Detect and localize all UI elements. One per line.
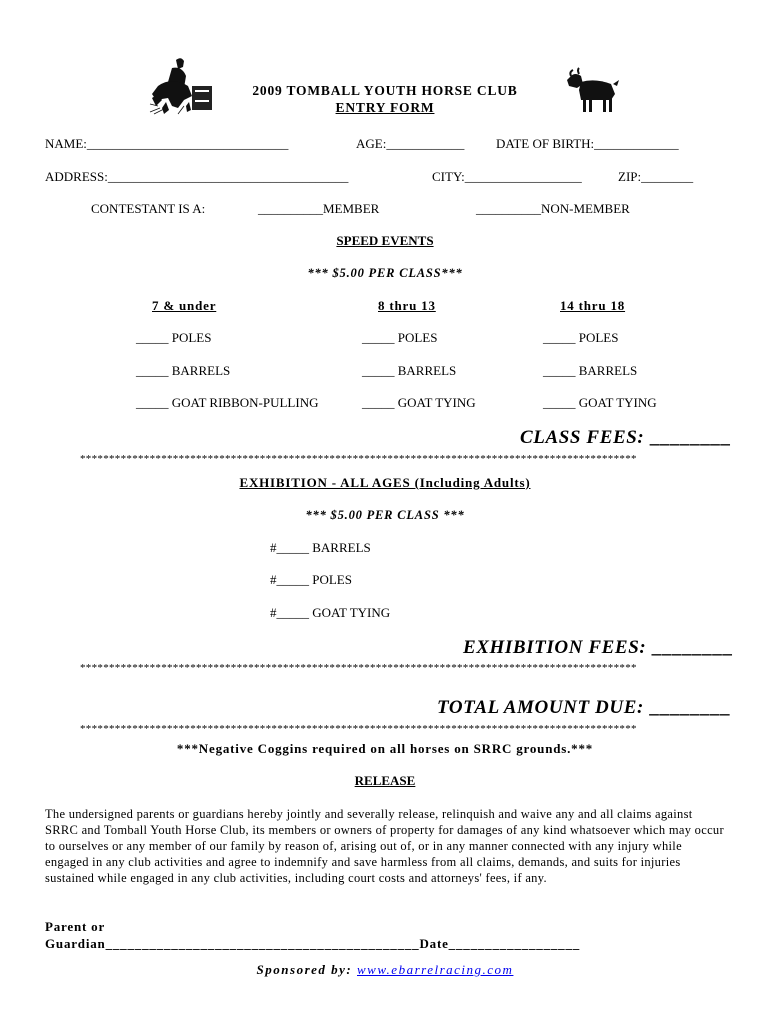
release-title: RELEASE <box>354 773 416 788</box>
event-8-barrels[interactable]: _____ BARRELS <box>362 363 457 378</box>
form-subtitle: ENTRY FORM <box>335 100 435 115</box>
sponsor-label: Sponsored by: <box>256 962 353 977</box>
exhibition-fees-blank[interactable]: ________ <box>646 637 733 658</box>
exhibition-goat-tying[interactable]: #_____ GOAT TYING <box>270 605 391 620</box>
event-14-goat-tying[interactable]: _____ GOAT TYING <box>543 395 657 410</box>
separator-3: ************************************************************************************************ <box>80 723 637 735</box>
parent-guardian-label: Parent or <box>45 919 106 934</box>
column-header-8-13: 8 thru 13 <box>378 298 436 313</box>
speed-price: *** $5.00 PER CLASS*** <box>307 266 463 280</box>
exhibition-barrels[interactable]: #_____ BARRELS <box>270 540 371 555</box>
total-label: TOTAL AMOUNT DUE: <box>437 697 644 718</box>
event-7-barrels[interactable]: _____ BARRELS <box>136 363 231 378</box>
speed-events-title: SPEED EVENTS <box>336 233 434 248</box>
release-text: The undersigned parents or guardians hereby jointly and severally release, relinquish and waive any and all claims against SRRC and Tomball Youth Horse Club, its members or owners of property for damages of any kind whatsoever which may occur to ourselves or any member of our family by reason of, arising out of, or in any manner connected with any injury while engaged in any club activities and agree to indemnify and save harmless from all claims, demands, and suits for injuries sustained while engaged in any club activities, including court costs and attorneys' fees, if any. <box>45 807 724 885</box>
date-of-birth-field[interactable]: DATE OF BIRTH:_____________ <box>496 136 679 151</box>
exhibition-fees-label: EXHIBITION FEES: <box>463 637 647 658</box>
address-field[interactable]: ADDRESS:_____________________________________ <box>45 169 349 184</box>
exhibition-poles[interactable]: #_____ POLES <box>270 572 352 587</box>
event-7-poles[interactable]: _____ POLES <box>136 330 212 345</box>
member-option[interactable]: __________MEMBER <box>258 201 380 216</box>
name-field[interactable]: NAME:_______________________________ <box>45 136 289 151</box>
age-field[interactable]: AGE:____________ <box>356 136 465 151</box>
column-header-7-under: 7 & under <box>152 298 217 313</box>
guardian-signature-line[interactable]: Guardian___________________________________________Date__________________ <box>45 936 581 951</box>
class-fees[interactable] <box>520 427 731 449</box>
city-field[interactable]: CITY:__________________ <box>432 169 582 184</box>
sponsor-line <box>0 962 770 978</box>
class-fees-label: CLASS FEES: <box>520 427 645 448</box>
form-title: 2009 TOMBALL YOUTH HORSE CLUB <box>252 83 518 98</box>
total-amount-due[interactable] <box>437 697 730 719</box>
zip-field[interactable]: ZIP:________ <box>618 169 694 184</box>
exhibition-fees[interactable] <box>463 637 732 659</box>
event-14-poles[interactable]: _____ POLES <box>543 330 619 345</box>
event-7-goat-ribbon[interactable]: _____ GOAT RIBBON-PULLING <box>136 395 319 410</box>
column-header-14-18: 14 thru 18 <box>560 298 626 313</box>
exhibition-title: EXHIBITION - ALL AGES (Including Adults) <box>239 475 531 490</box>
non-member-option[interactable]: __________NON-MEMBER <box>476 201 630 216</box>
event-8-poles[interactable]: _____ POLES <box>362 330 438 345</box>
exhibition-price: *** $5.00 PER CLASS *** <box>305 508 465 522</box>
event-14-barrels[interactable]: _____ BARRELS <box>543 363 638 378</box>
event-8-goat-tying[interactable]: _____ GOAT TYING <box>362 395 476 410</box>
contestant-label: CONTESTANT IS A: <box>91 201 206 216</box>
separator-1: ************************************************************************************************ <box>80 453 637 465</box>
total-blank[interactable]: ________ <box>643 697 731 718</box>
coggins-notice: ***Negative Coggins required on all horses on SRRC grounds.*** <box>176 741 594 756</box>
separator-2: ************************************************************************************************ <box>80 662 637 674</box>
class-fees-blank[interactable]: ________ <box>644 427 731 448</box>
sponsor-link[interactable]: www.ebarrelracing.com <box>357 962 514 977</box>
